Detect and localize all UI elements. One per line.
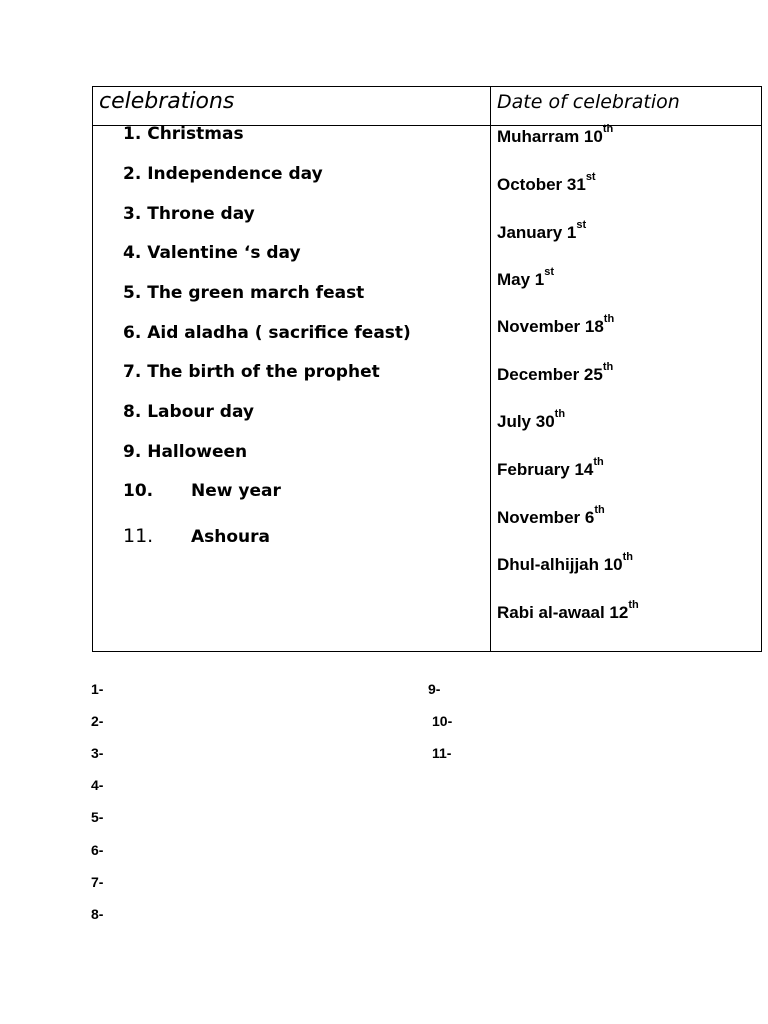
- answer-line: 9-: [428, 681, 441, 697]
- answer-line: 1-: [91, 681, 104, 697]
- answer-line: 8-: [91, 906, 104, 922]
- celebration-item: 11. Ashoura: [123, 525, 271, 547]
- date-item: December 25th: [497, 361, 614, 384]
- celebration-item: 3. Throne day: [123, 204, 255, 224]
- answer-line: 11-: [432, 745, 452, 761]
- answer-line: 10-: [432, 713, 453, 729]
- celebration-item: 9. Halloween: [123, 442, 248, 462]
- celebration-item: 7. The birth of the prophet: [123, 362, 380, 382]
- celebration-item: 1. Christmas: [123, 124, 244, 144]
- answer-line: 3-: [91, 745, 104, 761]
- date-item: July 30th: [497, 408, 566, 431]
- date-item: Muharram 10th: [497, 123, 614, 146]
- celebrations-table: [92, 86, 762, 652]
- answer-line: 7-: [91, 874, 104, 890]
- celebration-item: 6. Aid aladha ( sacrifice feast): [123, 323, 411, 343]
- date-item: January 1st: [497, 219, 587, 242]
- answer-line: 2-: [91, 713, 104, 729]
- date-item: October 31st: [497, 171, 596, 194]
- date-item: November 18th: [497, 313, 615, 336]
- date-item: Dhul-alhijjah 10th: [497, 551, 634, 574]
- answer-line: 4-: [91, 777, 104, 793]
- column-divider: [490, 87, 491, 651]
- celebration-item: 2. Independence day: [123, 164, 323, 184]
- celebration-item: 4. Valentine ‘s day: [123, 243, 301, 263]
- celebration-item: 8. Labour day: [123, 402, 254, 422]
- answer-line: 5-: [91, 809, 104, 825]
- header-celebrations: celebrations: [99, 89, 235, 114]
- date-item: Rabi al-awaal 12th: [497, 599, 639, 622]
- date-item: November 6th: [497, 504, 605, 527]
- date-item: May 1st: [497, 266, 555, 289]
- celebration-item: 10. New year: [123, 481, 281, 501]
- header-date: Date of celebration: [497, 91, 680, 113]
- answer-line: 6-: [91, 842, 104, 858]
- celebration-item: 5. The green march feast: [123, 283, 365, 303]
- date-item: February 14th: [497, 456, 604, 479]
